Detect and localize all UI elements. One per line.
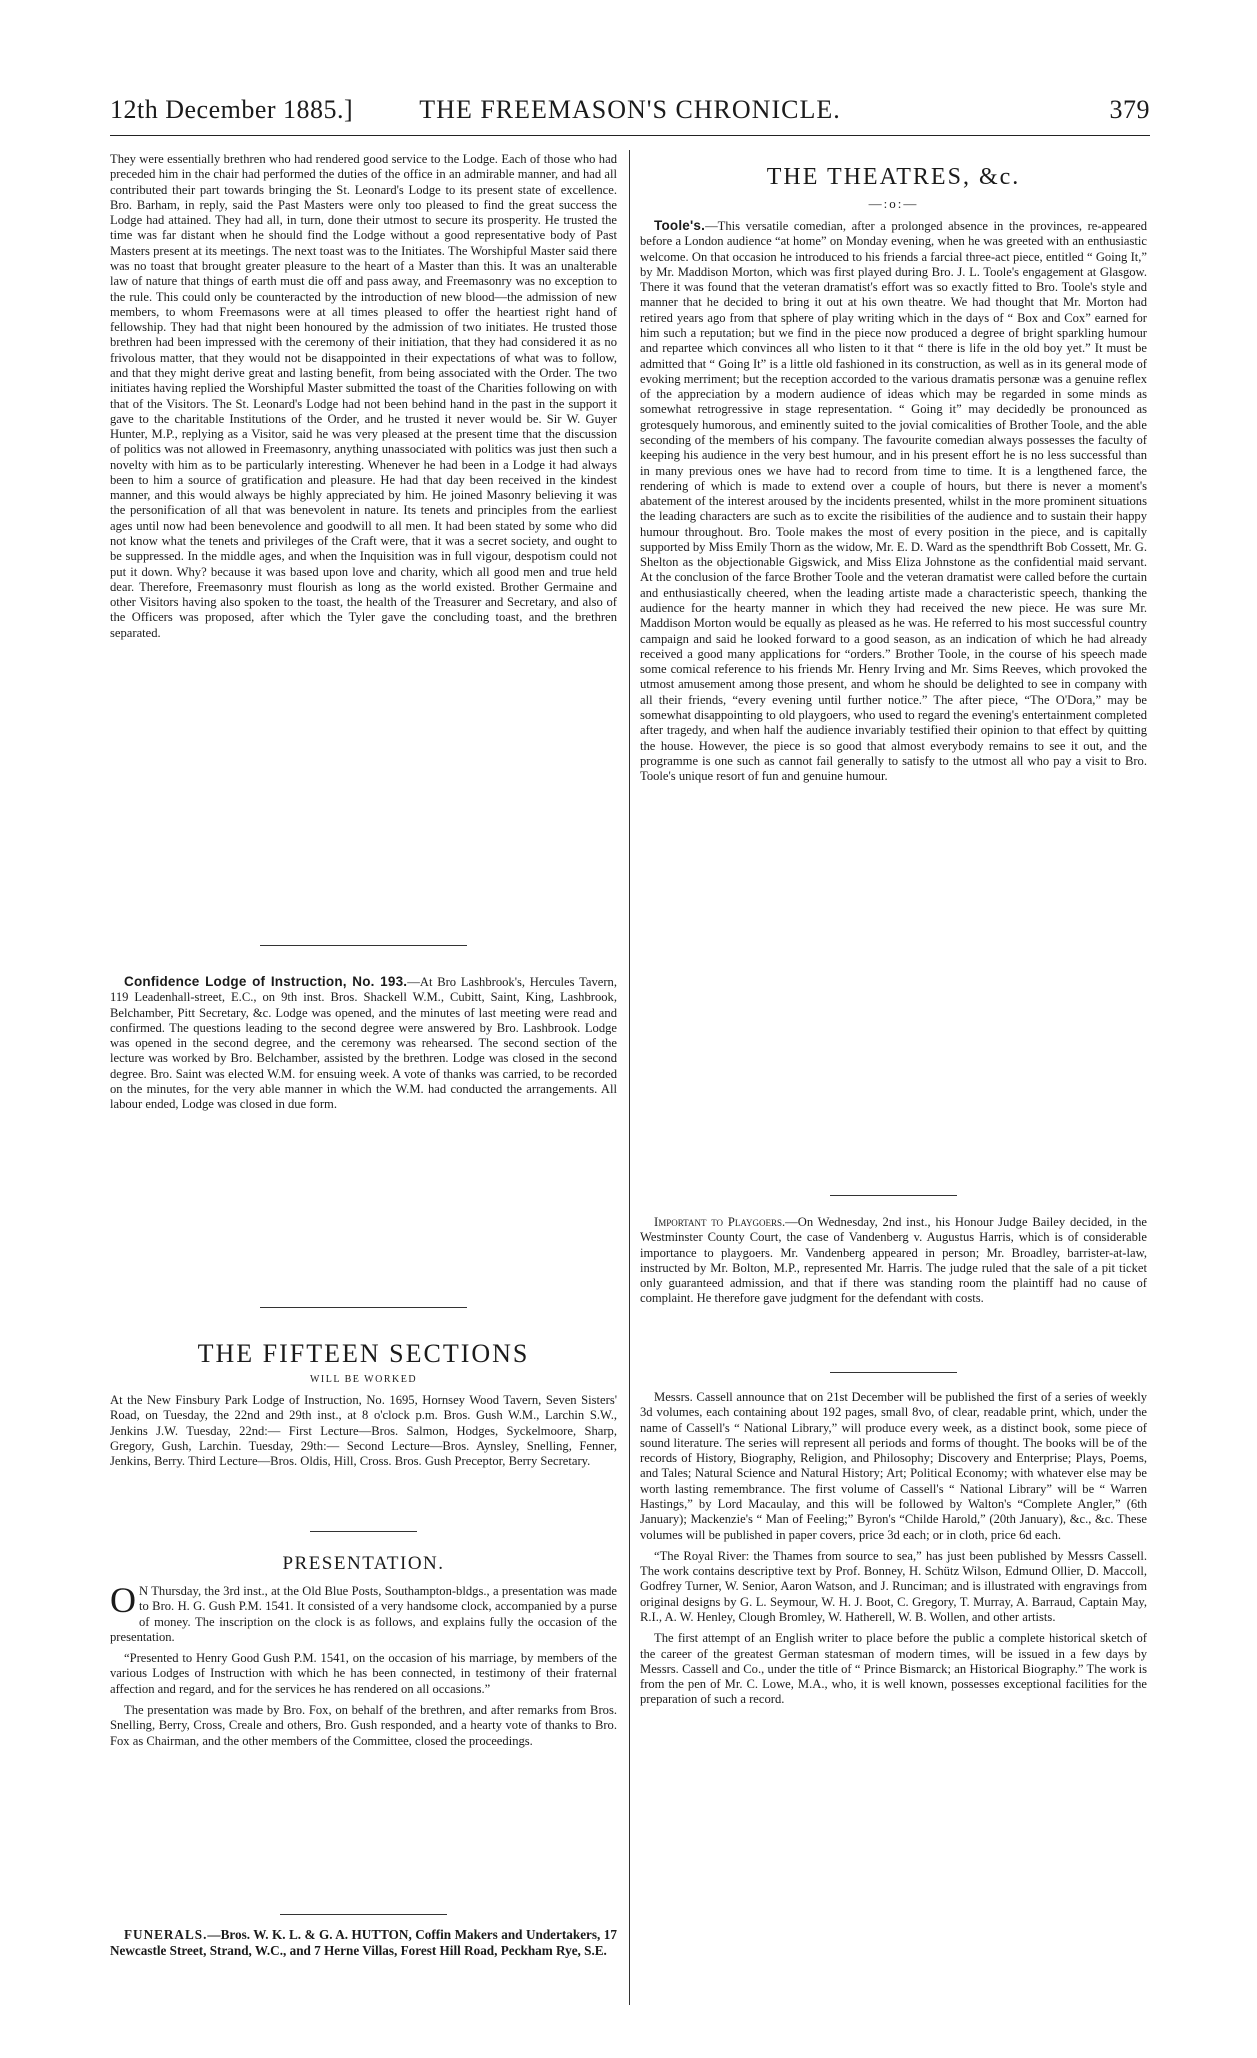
advert-lead: FUNERALS. bbox=[124, 1927, 208, 1942]
section-title: THE THEATRES, &c. bbox=[766, 164, 1021, 190]
article-paragraph: “The Royal River: the Thames from source to sea,” has just been published by Messrs Cassell. The work contains descriptive text by Prof. Bonney, H. Schütz Wilson, Edmund Ollier, D. Maccoll, Godfrey Turner, W. Senior, Aaron Watson, and J. Runciman; and is illustrated with engravings from original designs by G. L. Seymour, W. H. J. Boot, C. Gregory, T. Murray, A. Barraud, Captain May, R.I., A. W. Henley, Clough Bromley, W. Hatherell, W. B. Wollen, and other artists. bbox=[640, 1548, 1147, 1624]
funerals-advertisement bbox=[110, 1927, 617, 1959]
header-rule bbox=[110, 135, 1150, 136]
cassell-notes bbox=[640, 1390, 1147, 1708]
advert-body: —Bros. W. K. L. & G. A. HUTTON, Coffin Makers and Undertakers, 17 Newcastle Street, Strand, W.C., and 7 Herne Villas, Forest Hill Road, Peckham Rye, S.E. bbox=[110, 1927, 617, 1958]
section-rule bbox=[260, 945, 467, 946]
article-paragraph: The presentation was made by Bro. Fox, on behalf of the brethren, and after remarks from Bros. Snelling, Berry, Cross, Creale and others, Bro. Gush responded, and a hearty vote of thanks to Bro. Fox as Chairman, and the other members of the Committee, closed the proceedings. bbox=[110, 1702, 617, 1748]
section-rule bbox=[830, 1372, 957, 1373]
divider: —:o:— bbox=[868, 196, 919, 211]
article-heading: Important to Playgoers. bbox=[654, 1215, 786, 1229]
section-rule bbox=[280, 1914, 447, 1915]
issue-date: 12th December 1885.] bbox=[110, 95, 354, 124]
playgoers-article bbox=[640, 1215, 1147, 1307]
article-body: —On Wednesday, 2nd inst., his Honour Judge Bailey decided, in the Westminster County Court, the case of Vandenberg v. Augustus Harris, which is of considerable importance to playgoers. Mr. Vandenberg appeared in person; Mr. Broadley, barrister-at-law, instructed by Mr. Bolton, M.P., represented Mr. Harris. The judge ruled that the sale of a pit ticket only guaranteed admission, and that if there was standing room the plaintiff had no cause of complaint. He therefore gave judgment for the defendant with costs. bbox=[640, 1215, 1148, 1306]
presentation-article bbox=[110, 1552, 617, 1749]
section-subtitle: WILL BE WORKED bbox=[309, 1374, 418, 1385]
article-heading: Toole's. bbox=[654, 218, 706, 233]
fifteen-sections-article bbox=[110, 1339, 617, 1469]
article-body: —At Bro Lashbrook's, Hercules Tavern, 119 Leadenhall-street, E.C., on 9th inst. Bros. Shackell W.M., Cubitt, Saint, King, Lashbrook, Belchamber, Pitt Secretary, &c. Lodge was opened, and the minutes of last meeting were read and confirmed. The questions leading to the second degree were answered by Bro. Lashbrook. Lodge was opened in the second degree, and the ceremony was rehearsed. The second section of the lecture was worked by Bro. Belchamber, assisted by the brethren. Lodge was closed in the second degree. Bro. Saint was elected W.M. for ensuing week. A vote of thanks was carried, to be recorded on the minutes, for the very able manner in which the W.M. had conducted the arrangements. All labour ended, Lodge was closed in due form. bbox=[110, 975, 618, 1112]
article-paragraph: N Thursday, the 3rd inst., at the Old Blue Posts, Southampton-bldgs., a presentation was made to Bro. H. G. Gush P.M. 1541. It consisted of a very handsome clock, accompanied by a purse of money. The inscription on the clock is as follows, and explains fully the occasion of the presentation. bbox=[110, 1584, 617, 1644]
section-rule bbox=[260, 1307, 467, 1308]
article-body: At the New Finsbury Park Lodge of Instruction, No. 1695, Hornsey Wood Tavern, Seven Sisters' Road, on Tuesday, the 22nd and 29th inst., at 8 o'clock p.m. Bros. Gush W.M., Larchin S.W., Jenkins J.W. Tuesday, 22nd:— First Lecture—Bros. Salmon, Hodges, Syckelmoore, Sharp, Gregory, Gush, Larchin. Tuesday, 29th:— Second Lecture—Bros. Aynsley, Snelling, Fenner, Jenkins, Berry. Third Lecture—Bros. Oldis, Hill, Cross. Bros. Gush Preceptor, Berry Secretary. bbox=[110, 1393, 617, 1469]
confidence-lodge-article bbox=[110, 974, 617, 1113]
article-paragraph: The first attempt of an English writer to place before the public a complete historical sketch of the career of the greatest German statesman of modern times, will be issued in a few days by Messrs. Cassell and Co., under the title of “ Prince Bismarck; an Historical Biography.” The work is from the pen of Mr. C. Lowe, M.A., who, it is well known, possesses exceptional facilities for the preparation of such a record. bbox=[640, 1631, 1147, 1707]
section-title: THE FIFTEEN SECTIONS bbox=[197, 1339, 530, 1368]
drop-cap: O bbox=[110, 1580, 136, 1620]
article-heading: Confidence Lodge of Instruction, No. 193. bbox=[124, 974, 408, 989]
section-rule bbox=[830, 1195, 957, 1196]
section-rule bbox=[310, 1531, 417, 1532]
section-title: PRESENTATION. bbox=[282, 1553, 445, 1574]
article-paragraph: They were essentially brethren who had rendered good service to the Lodge. Each of those who had preceded him in the chair had performed the duties of the office in an admirable manner, and had all contributed their part towards bringing the St. Leonard's Lodge to its present state of excellence. Bro. Barham, in reply, said the Past Masters were only too pleased to find the great success the Lodge had attained. They had all, in turn, done their utmost to secure its prosperity. He trusted the time was far distant when he should find the Lodge without a good representative body of Past Masters present at its meetings. The next toast was to the Initiates. The Worshipful Master said there was no toast that brought greater pleasure to the heart of a Master than this. It was an unalterable law of nature that things of earth must die off and pass away, and Freemasonry was no exception to the rule. This could only be counteracted by the introduction of new blood—the admission of new members, to whom Freemasons were at all times pleased to offer the heartiest right hand of fellowship. They had that night been honoured by the admission of two initiates. He trusted those brethren had been impressed with the ceremony of their initiation, that they had considered it as no frivolous matter, that they would not be disappointed in their expectations of what was to follow, and that they might derive great and lasting benefit, from being associated with the Order. The two initiates having replied the Worshipful Master submitted the toast of the Charities following on with that of the Visitors. The St. Leonard's Lodge had not been behind hand in the past in the support it gave to the charitable Institutions of the Order, and he trusted it never would be. Sir W. Guyer Hunter, M.P., replying as a Visitor, said he was very pleased at the present time that the discussion of politics was not allowed in Freemasonry, anything unassociated with politics was just then such a novelty with him as to be particularly interesting. Whenever he had been in a Lodge it had always been to him a source of gratification and pleasure. He had that day been received in the kindest manner, and this would always be highly appreciated by him. He joined Masonry believing it was the personification of all that was benevolent in nature. Its tenets and principles from the earliest ages until now had been benevolence and goodwill to all men. It had been stated by some who did not know what the tenets and privileges of the Craft were, that it was a secret society, and ought to be suppressed. In the middle ages, and when the Inquisition was in full vigour, despotism could not put it down. Why? because it was based upon love and charity, which all good men and true held dear. Therefore, Freemasonry must flourish as long as the world existed. Brother Germaine and other Visitors having also spoken to the toast, the health of the Treasurer and Secretary, and also of the Officers was proposed, after which the Tyler gave the concluding toast, and the brethren separated. bbox=[110, 152, 617, 640]
theatres-article bbox=[640, 162, 1147, 784]
running-head bbox=[110, 95, 1150, 131]
page-number: 379 bbox=[1109, 95, 1150, 124]
lodge-report-continuation bbox=[110, 152, 617, 641]
column-rule bbox=[629, 150, 630, 2005]
article-paragraph: —This versatile comedian, after a prolonged absence in the provinces, re-appeared before a London audience “at home” on Monday evening, when he was greeted with an enthusiastic welcome. On that occasion he introduced to his friends a farcial three-act piece, entitled “ Going It,” by Mr. Maddison Morton, which was first played during Bro. J. L. Toole's engagement at Glasgow. There it was found that the veteran dramatist's effort was so exactly fitted to Bro. Toole's style and manner that he decided to bring it out at his own theatre. We had thought that Mr. Morton had retired years ago from that sphere of play writing which in the days of “ Box and Cox” earned for him such a reputation; but we find in the piece now produced a degree of bright sparkling humour and repartee which convinces all who listen to it that “ there is life in the old boy yet.” It must be admitted that “ Going It” is a little old fashioned in its construction, as well as in its general mode of evoking merriment; but the reception accorded to the various dramatis personæ was a genuine reflex of the appreciation by a modern audience of ideas which may be regarded in some minds as somewhat retrogressive in stage representation. “ Going it” may decidedly be pronounced as grotesquely humorous, and eminently suited to the jovial comicalities of Brother Toole, and the able seconding of the members of his company. The favourite comedian always possesses the faculty of keeping his audience in the very best humour, and in his present effort he is no less successful than in many previous ones we have had to record from time to time. It is a lengthened farce, the rendering of which is made to extend over a couple of hours, but there is never a moment's abatement of the interest aroused by the incidents presented, whilst in the more prominent situations the leading characters are such as to excite the risibilities of the audience and to sustain their happy humour throughout. Bro. Toole makes the most of every position in the piece, and is capitally supported by Miss Emily Thorn as the widow, Mr. E. D. Ward as the spendthrift Bob Cossett, Mr. G. Shelton as the objectionable Gigswick, and Miss Eliza Johnstone as the confidential maid servant. At the conclusion of the farce Brother Toole and the veteran dramatist were called before the curtain and enthusiastically cheered, when the leading artiste made a characteristic speech, thanking the audience for the hearty manner in which they had received the new piece. He was sure Mr. Maddison Morton would be equally as pleased as he was. He referred to his most successful country campaign and said he looked forward to a good season, as an indication of which he had already received a good many applications for “orders.” Brother Toole, in the course of his speech made some comical reference to his friends Mr. Henry Irving and Mr. Sims Reeves, which provoked the utmost amusement among those present, and whom he should be delighted to see in company with all their friends, “every evening until further notice.” The after piece, “The O'Dora,” may be somewhat disappointing to old playgoers, who used to regard the evening's entertainment completed after tragedy, and when half the audience invariably testified their opinion to that effect by quitting the house. However, the piece is so good that almost everybody remains to see it out, and the programme is one such as cannot fail generally to satisfy to the utmost all who pay a visit to Bro. Toole's unique resort of fun and genuine humour. bbox=[640, 219, 1147, 784]
publication-title: THE FREEMASON'S CHRONICLE. bbox=[419, 95, 841, 124]
article-paragraph: Messrs. Cassell announce that on 21st December will be published the first of a series of weekly 3d volumes, each containing about 192 pages, small 8vo, of clear, readable print, which, under the name of Cassell's “ National Library,” will produce every week, as a distinct book, some piece of sound literature. The series will represent all periods and forms of thought. The books will be of the records of History, Biography, Religion, and Philosophy; Discovery and Enterprise; Plays, Poems, and Tales; Natural Science and Natural History; Art; Political Economy; with whatever else may be worth lasting remembrance. The first volume of Cassell's “ National Library” will be “ Warren Hastings,” by Lord Macaulay, and this will be followed by Walton's “Complete Angler,” (6th January); Mackenzie's “ Man of Feeling;” Byron's “Childe Harold,” (20th January), &c., &c. These volumes will be published in paper covers, price 3d each; or in cloth, price 6d each. bbox=[640, 1390, 1147, 1542]
inscription-quote: “Presented to Henry Good Gush P.M. 1541, on the occasion of his marriage, by members of the various Lodges of Instruction with which he has been connected, in testimony of their fraternal affection and regard, and for the services he has rendered on all occasions.” bbox=[110, 1651, 617, 1696]
